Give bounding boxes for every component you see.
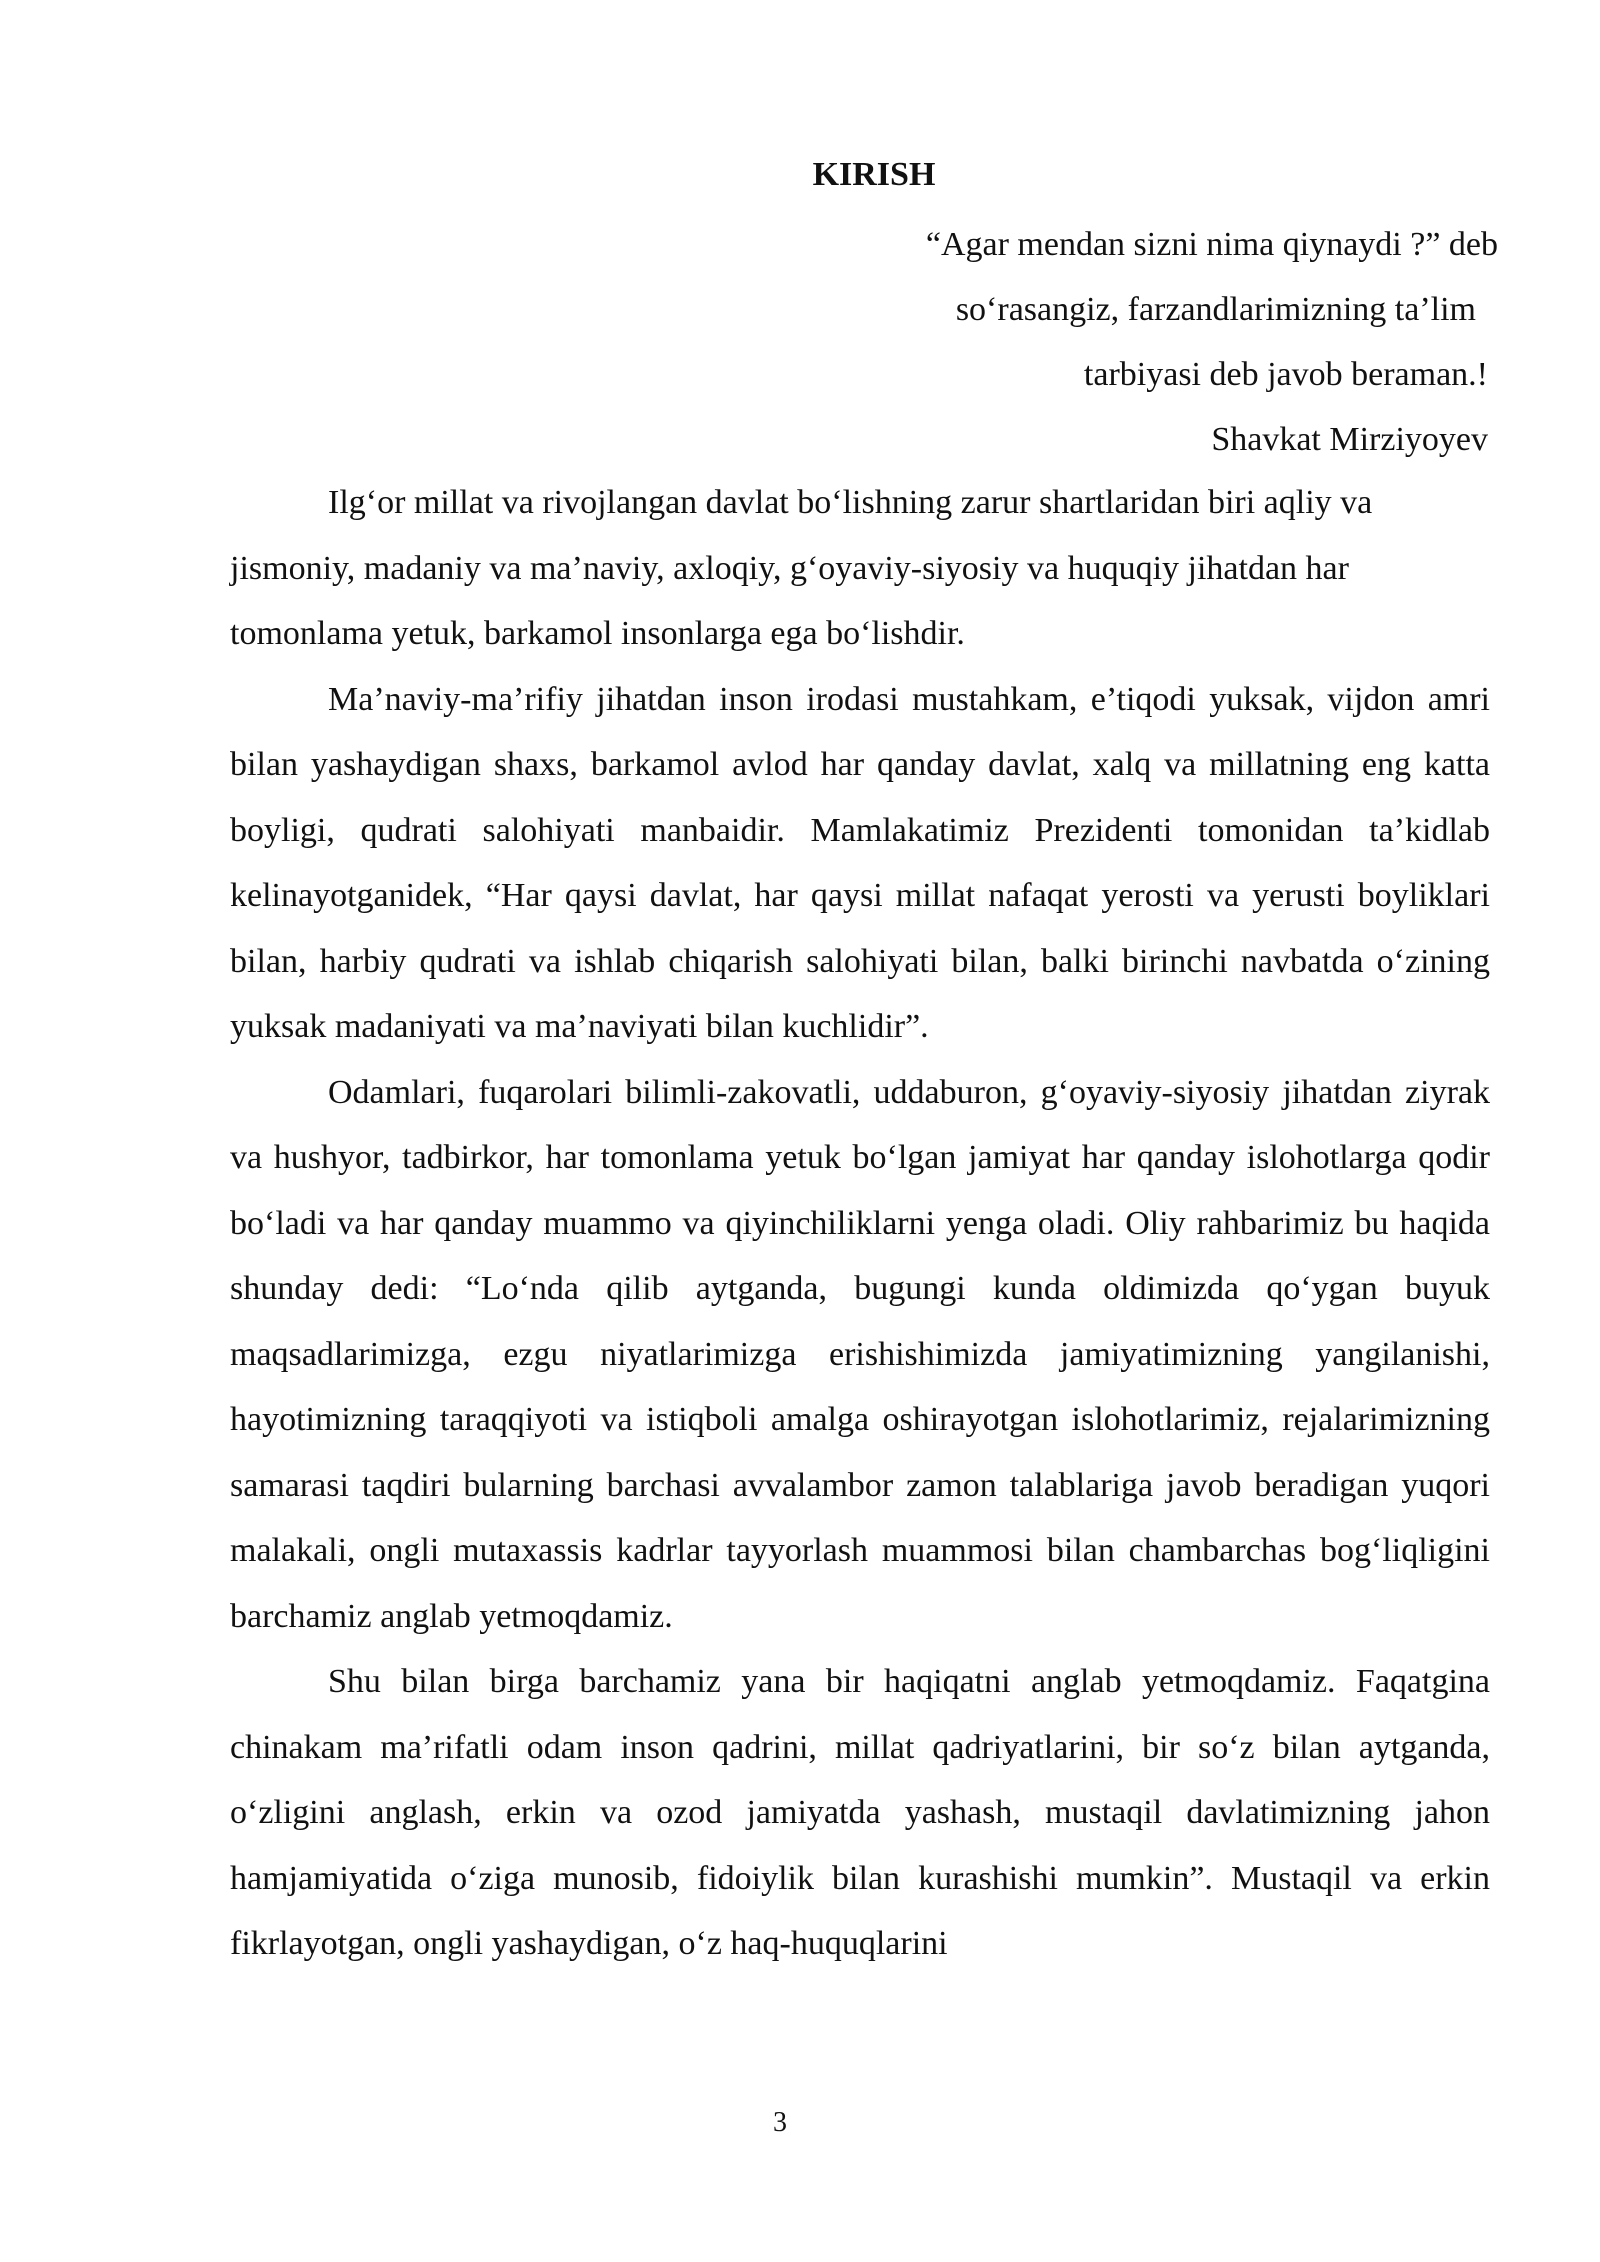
epigraph-line: so‘rasangiz, farzandlarimizning ta’lim	[955, 291, 1476, 328]
epigraph-line: “Agar mendan sizni nima qiynaydi ?” deb	[925, 226, 1498, 263]
epigraph-line: tarbiyasi deb javob beraman.!	[1083, 356, 1488, 393]
paragraph: Ilg‘or millat va rivojlangan davlat bo‘lishning zarur shartlaridan biri aqliy va jismoniy, madaniy va ma’naviy, axloqiy, g‘oyaviy-siyosiy va huquqiy jihatdan har tomonlama yetuk, barkamol insonlarga ega bo‘lishdir.	[230, 484, 1373, 652]
paragraph: Ma’naviy-ma’rifiy jihatdan inson irodasi mustahkam, e’tiqodi yuksak, vijdon amri bilan yashaydigan shaxs, barkamol avlod har qanday davlat, xalq va millatning eng katta boyligi, qudrati salohiyati manbaidir. Mamlakatimiz Prezidenti tomonidan ta’kidlab kelinayotganidek, “Har qaysi davlat, har qaysi millat nafaqat yerosti va yerusti boyliklari bilan, harbiy qudrati va ishlab chiqarish salohiyati bilan, balki birinchi navbatda o‘zining yuksak madaniyati va ma’naviyati bilan kuchlidir”.	[230, 680, 1490, 1045]
page-number: 3	[773, 2107, 787, 2138]
paragraph: Odamlari, fuqarolari bilimli-zakovatli, uddaburon, g‘oyaviy-siyosiy jihatdan ziyrak va hushyor, tadbirkor, har tomonlama yetuk bo‘lgan jamiyat har qanday islohotlarga qodir bo‘ladi va har qanday muammo va qiyinchiliklarni yenga oladi. Oliy rahbarimiz bu haqida shunday dedi: “Lo‘nda qilib aytganda, bugungi kunda oldimizda qo‘ygan buyuk maqsadlarimizga, ezgu niyatlarimizga erishishimizda jamiyatimizning yangilanishi, hayotimizning taraqqiyoti va istiqboli amalga oshirayotgan islohotlarimiz, rejalarimizning samarasi taqdiri bularning barchasi avvalambor zamon talablariga javob beradigan yuqori malakali, ongli mutaxassis kadrlar tayyorlash muammosi bilan chambarchas bog‘liqligini barchamiz anglab yetmoqdamiz.	[230, 1073, 1490, 1635]
page-heading: KIRISH	[812, 156, 936, 193]
body-text	[230, 470, 1490, 1977]
epigraph-author: Shavkat Mirziyoyev	[1211, 421, 1488, 458]
epigraph	[798, 212, 1498, 472]
paragraph: Shu bilan birga barchamiz yana bir haqiqatni anglab yetmoqdamiz. Faqatgina chinakam ma’rifatli odam inson qadrini, millat qadriyatlarini, bir so‘z bilan aytganda, o‘zligini anglash, erkin va ozod jamiyatda yashash, mustaqil davlatimizning jahon hamjamiyatida o‘ziga munosib, fidoiylik bilan kurashishi mumkin”. Mustaqil va erkin fikrlayotgan, ongli yashaydigan, o‘z haq-huquqlarini	[230, 1663, 1490, 1962]
